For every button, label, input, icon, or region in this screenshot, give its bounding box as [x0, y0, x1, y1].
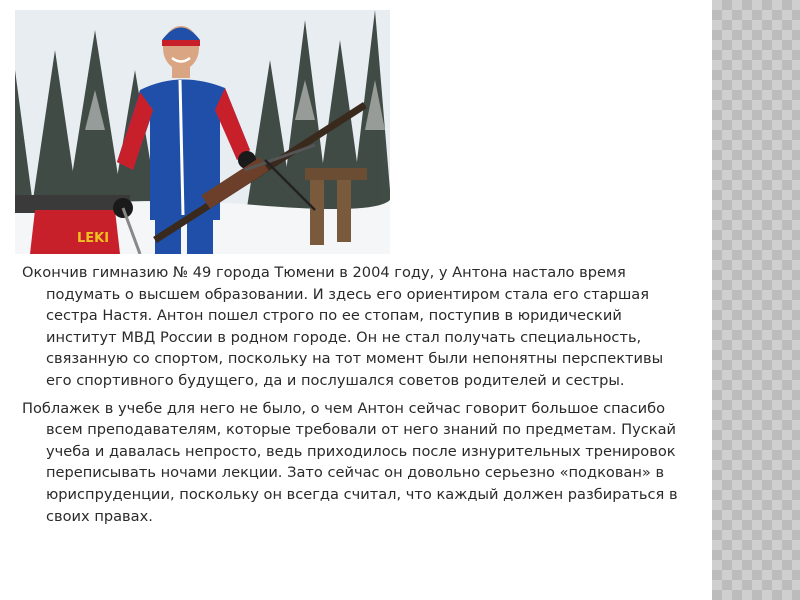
paragraph-education: Окончив гимназию № 49 города Тюмени в 2004 году, у Антона настало время подумать о высшем образовании. И здесь его ориентиром стала его старшая сестра Настя. Антон пошел строго по ее стопам, поступив в юридический институт МВД России в родном городе. Он не стал получать специальность, связанную со спортом, поскольку на тот момент были непонятны перспективы его спортивного будущего, да и послушался советов родителей и сестры.: [22, 264, 664, 389]
decorative-checker-strip: [712, 0, 800, 600]
athlete-photo: [15, 10, 390, 254]
paragraph-studies: Поблажек в учебе для него не было, о чем Антон сейчас говорит большое спасибо всем преподавателям, которые требовали от него знаний по предметам. Пускай учеба и давалась непросто, ведь приходилось после изнурительных тренировок переписывать ночами лекции. Зато сейчас он довольно серьезно «подкован» в юриспруденции, поскольку он всегда считал, что каждый должен разбираться в своих правах.: [22, 399, 678, 525]
slide-body-text: [22, 262, 682, 533]
bag-brand-text: LEKI: [77, 231, 110, 246]
photo-illustration: [15, 10, 390, 254]
